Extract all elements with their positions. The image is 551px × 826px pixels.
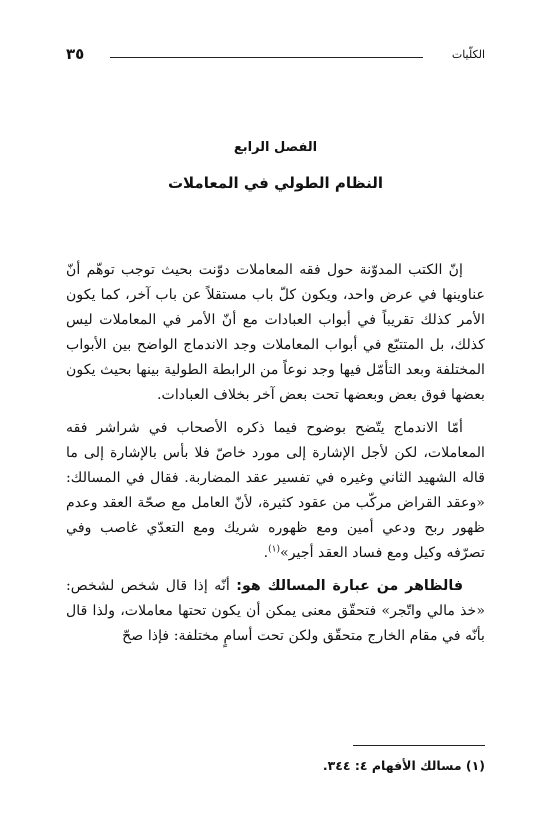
paragraph-2-end: .	[263, 545, 269, 561]
body-text	[66, 258, 485, 657]
paragraph-3-text: أنّه إذا قال شخص لشخص: «خذ مالي واتّجر» فتحقّق معنى يمكن أن يكون تحتها معاملات، ولذا قال بأنّه في مقام الخارج متحقّق ولكن تحت أسامٍ مختلفة: فإذا صحّ	[66, 578, 485, 644]
page-number: ٣٥	[66, 45, 85, 63]
paragraph-2-text: أمّا الاندماج يتّضح بوضوح فيما ذكره الأصحاب في شراشر فقه المعاملات، لكن لأجل الإشارة إلى مورد خاصّ فلا بأس بالإشارة إلى ما قاله الشهيد الثاني وغيره في تفسير عقد المضاربة. فقال في المسالك: «وعقد القراض مركّب من عقود كثيرة، لأنّ العامل مع صحّة العقد وعدم ظهور ربح ودعي أمين ومع ظهوره شريك ومع التعدّي غاصب وفي تصرّفه وكيل ومع فساد العقد أجير»	[66, 420, 485, 561]
chapter-label: الفصل الرابع	[233, 140, 318, 155]
paragraph-1: إنّ الكتب المدوّنة حول فقه المعاملات دوّنت بحيث توجب توهّم أنّ عناوينها في عرض واحد، ويكون كلّ باب مستقلاً عن باب آخر، كما يكون الأمر كذلك تقريباً في أبواب العبادات مع أنّ الأمر في المعاملات ليس كذلك، بل المتتبّع في أبواب المعاملات وجد الاندماج الواضح بين الأبواب المختلفة وبعد التأمّل فيها وجد نوعاً من الرابطة الطولية بينها بحيث يكون بعضها فوق بعض وبعضها تحت بعض آخر بخلاف العبادات.	[66, 262, 485, 403]
footnote-rule	[353, 745, 485, 746]
page-header	[66, 44, 485, 68]
footnote-marker[interactable]: (١)	[268, 544, 281, 555]
chapter-title: النظام الطولي في المعاملات	[167, 174, 384, 192]
footnote: (١) مسالك الأفهام ٤: ٣٤٤.	[322, 758, 485, 773]
paragraph-2	[66, 416, 485, 566]
paragraph-3-lead: فالظاهر من عبارة المسالك هو:	[236, 578, 463, 594]
header-rule	[110, 57, 423, 58]
paragraph-3	[66, 574, 485, 649]
running-title: الكلّيات	[451, 48, 485, 61]
